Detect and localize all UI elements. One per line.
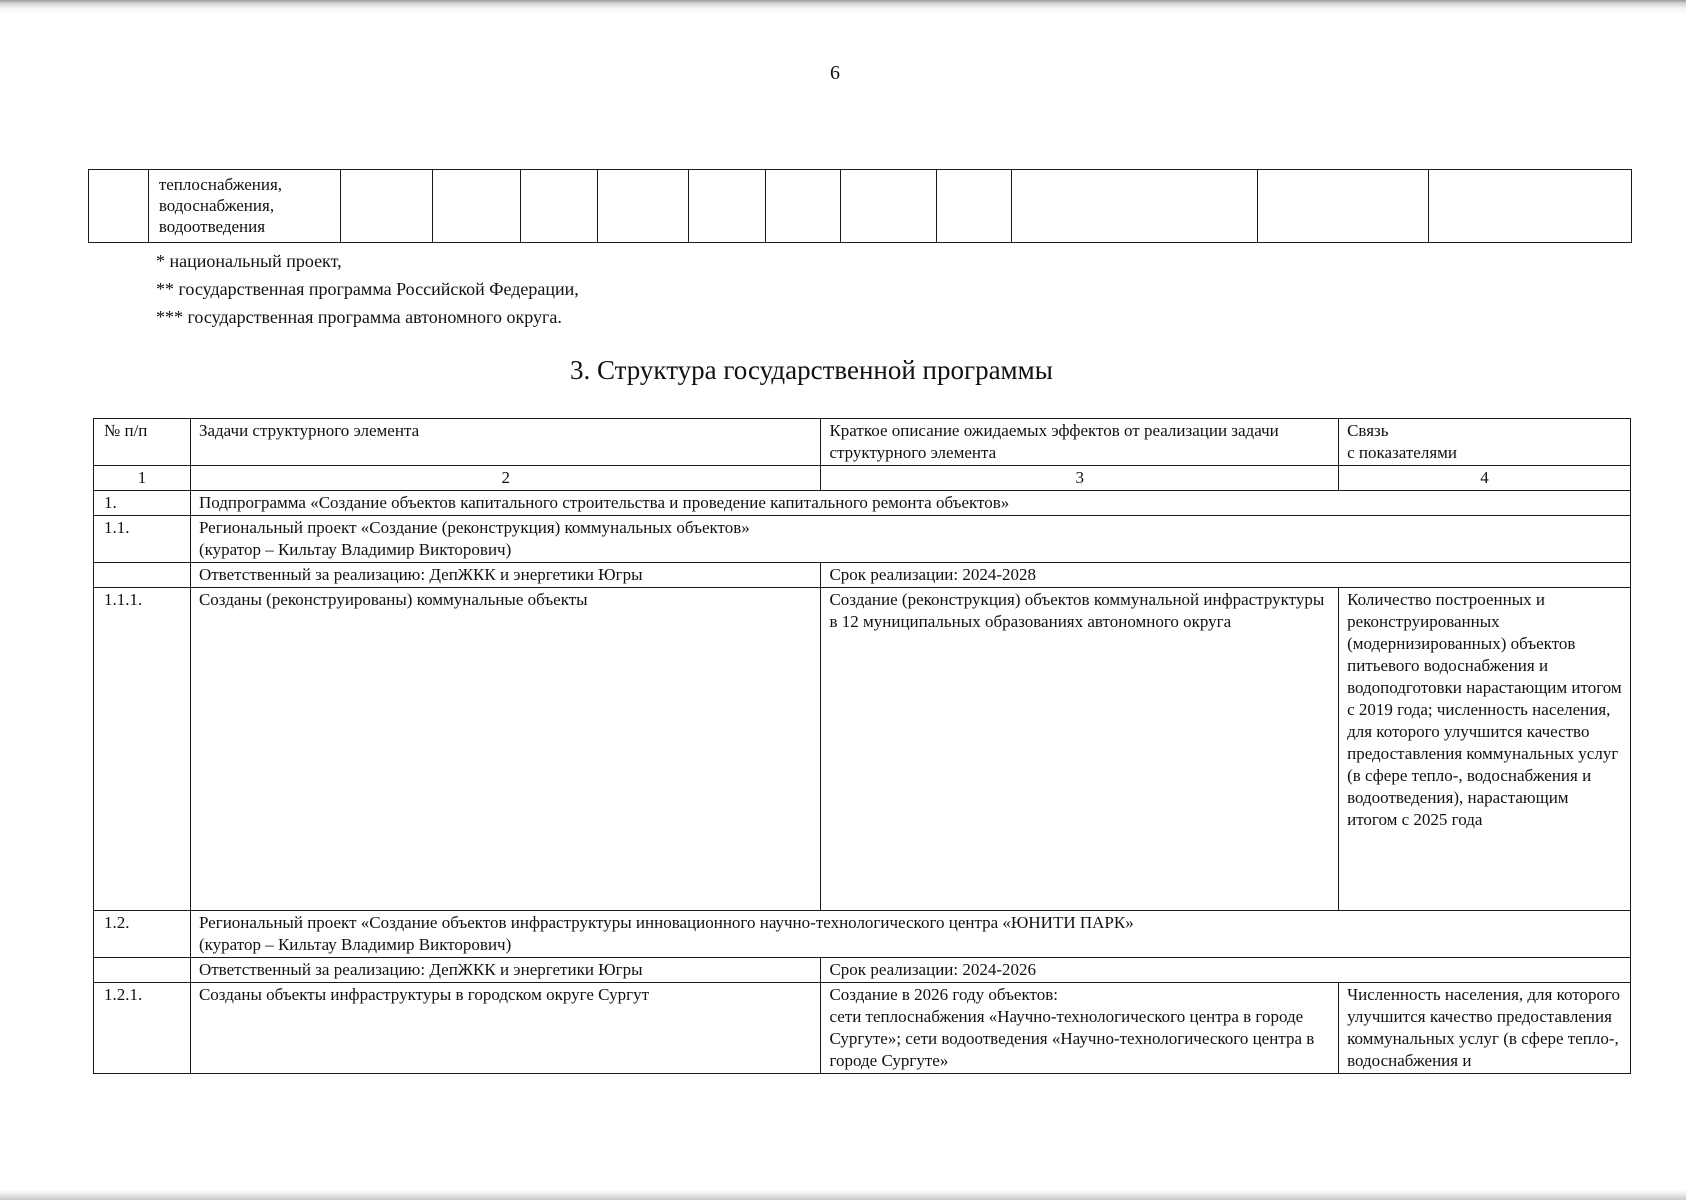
- row-number: 1.1.1.: [94, 588, 191, 911]
- table-cell: [597, 170, 689, 243]
- responsible-text: Ответственный за реализацию: ДепЖКК и энергетики Югры: [190, 958, 821, 983]
- column-number: 2: [190, 466, 821, 491]
- description-text: Создание (реконструкция) объектов коммунальной инфраструктуры в 12 муниципальных образованиях автономного округа: [821, 588, 1339, 911]
- table-cell: [94, 563, 191, 588]
- task-text: Созданы объекты инфраструктуры в городском округе Сургут: [190, 983, 821, 1074]
- footnotes: [156, 247, 579, 331]
- table-cell: [1428, 170, 1631, 243]
- row-number: 1.2.: [94, 911, 191, 958]
- table-cell: [689, 170, 766, 243]
- footnote: ** государственная программа Российской Федерации,: [156, 279, 579, 299]
- table-cell: [937, 170, 1012, 243]
- column-number: 3: [821, 466, 1339, 491]
- footnote: *** государственная программа автономного округа.: [156, 307, 562, 327]
- table-cell: [1012, 170, 1258, 243]
- section-title: 3. Структура государственной программы: [570, 355, 1053, 385]
- table-row: [94, 588, 1631, 911]
- table-row: [94, 563, 1631, 588]
- table-cell: [341, 170, 433, 243]
- table-row: [94, 911, 1631, 958]
- table-row: [89, 170, 1632, 243]
- table-cell: [94, 958, 191, 983]
- table-cell: [1257, 170, 1428, 243]
- description-text: Создание в 2026 году объектов: сети теплоснабжения «Научно-технологического центра в городе Сургуте»; сети водоотведения «Научно-технологического центра в городе Сургуте»: [821, 983, 1339, 1074]
- table-cell: [433, 170, 521, 243]
- responsible-text: Ответственный за реализацию: ДепЖКК и энергетики Югры: [190, 563, 821, 588]
- header-indicators: Связь с показателями: [1339, 419, 1631, 466]
- continued-table: [88, 169, 1632, 243]
- indicators-text: Численность населения, для которого улучшится качество предоставления коммунальных услуг (в сфере тепло-, водоснабжения и: [1339, 983, 1631, 1074]
- table-row: [94, 958, 1631, 983]
- table-row: [94, 983, 1631, 1074]
- table-row: [94, 516, 1631, 563]
- column-number-row: [94, 466, 1631, 491]
- page-number: 6: [830, 62, 840, 84]
- column-number: 4: [1339, 466, 1631, 491]
- header-task: Задачи структурного элемента: [190, 419, 821, 466]
- table-row: [94, 491, 1631, 516]
- table-cell: [520, 170, 597, 243]
- column-number: 1: [94, 466, 191, 491]
- table-header-row: [94, 419, 1631, 466]
- row-number: 1.2.1.: [94, 983, 191, 1074]
- table-cell: [89, 170, 149, 243]
- indicators-text: Количество построенных и реконструированных (модернизированных) объектов питьевого водоснабжения и водоподготовки нарастающим итогом с 2019 года; численность населения, для которого улучшится качество предоставления коммунальных услуг (в сфере тепло-, водоснабжения и водоотведения), нарастающим итогом с 2025 года: [1339, 588, 1631, 911]
- scan-edge-top: [0, 0, 1686, 14]
- header-description: Краткое описание ожидаемых эффектов от реализации задачи структурного элемента: [821, 419, 1339, 466]
- project-title: Региональный проект «Создание объектов инфраструктуры инновационного научно-технологического центра «ЮНИТИ ПАРК» (куратор – Кильтау Владимир Викторович): [190, 911, 1630, 958]
- structure-table: [93, 418, 1631, 1074]
- period-text: Срок реализации: 2024-2026: [821, 958, 1631, 983]
- scan-edge-bottom: [0, 1190, 1686, 1200]
- period-text: Срок реализации: 2024-2028: [821, 563, 1631, 588]
- table-cell: [766, 170, 841, 243]
- footnote: * национальный проект,: [156, 251, 342, 271]
- row-number: 1.: [94, 491, 191, 516]
- task-text: Созданы (реконструированы) коммунальные объекты: [190, 588, 821, 911]
- project-title: Региональный проект «Создание (реконструкция) коммунальных объектов» (куратор – Кильтау Владимир Викторович): [190, 516, 1630, 563]
- table-cell: [841, 170, 937, 243]
- header-num: № п/п: [94, 419, 191, 466]
- row-number: 1.1.: [94, 516, 191, 563]
- subprogram-title: Подпрограмма «Создание объектов капитального строительства и проведение капитального ремонта объектов»: [190, 491, 1630, 516]
- table-cell: теплоснабжения, водоснабжения, водоотведения: [148, 170, 340, 243]
